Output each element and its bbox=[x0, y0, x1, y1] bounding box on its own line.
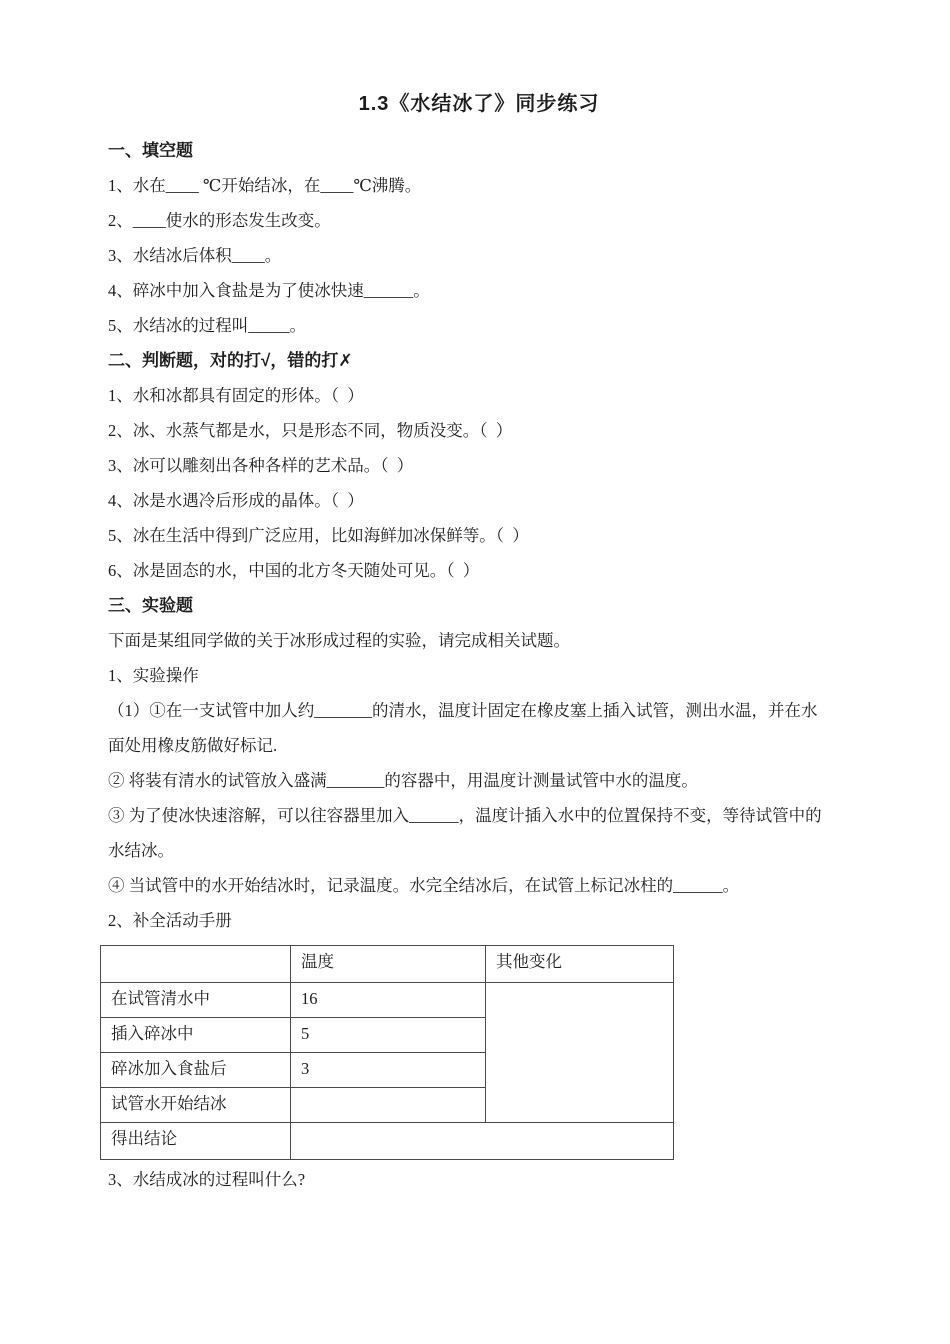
row-label-crushed-ice: 插入碎冰中 bbox=[101, 1018, 291, 1053]
fill-item-4: 4、碎冰中加入食盐是为了使冰快速______。 bbox=[108, 281, 430, 300]
table-header-blank bbox=[101, 946, 291, 983]
row-label-ice-with-salt: 碎冰加入食盐后 bbox=[101, 1053, 291, 1088]
activity-table-container bbox=[100, 945, 850, 1160]
judge-item-3: 3、冰可以雕刻出各种各样的艺术品。（ ） bbox=[108, 456, 414, 475]
judge-item-2: 2、冰、水蒸气都是水，只是形态不同，物质没变。（ ） bbox=[108, 421, 513, 440]
worksheet-title: 1.3《水结冰了》同步练习 bbox=[358, 93, 600, 115]
experiment-step-line-6: ④ 当试管中的水开始结冰时，记录温度。水完全结冰后，在试管上标记冰柱的______。 bbox=[108, 876, 740, 895]
row-label-conclusion: 得出结论 bbox=[101, 1123, 291, 1160]
experiment-q1-label: 1、实验操作 bbox=[108, 666, 199, 685]
fill-item-5: 5、水结冰的过程叫_____。 bbox=[108, 316, 306, 335]
table-header-other-changes: 其他变化 bbox=[486, 946, 674, 983]
fill-item-2: 2、____使水的形态发生改变。 bbox=[108, 211, 331, 230]
judge-item-6: 6、冰是固态的水，中国的北方冬天随处可见。（ ） bbox=[108, 561, 480, 580]
experiment-step-line-5: 水结冰。 bbox=[108, 841, 174, 860]
row-label-clear-water: 在试管清水中 bbox=[101, 983, 291, 1018]
judge-item-1: 1、水和冰都具有固定的形体。（ ） bbox=[108, 386, 364, 405]
temp-crushed-ice: 5 bbox=[291, 1018, 486, 1053]
experiment-step-line-2: 面处用橡皮筋做好标记. bbox=[108, 736, 278, 755]
activity-table bbox=[100, 945, 674, 1160]
experiment-q3-label: 3、水结成冰的过程叫什么? bbox=[108, 1170, 306, 1189]
other-changes-merged-cell bbox=[486, 983, 674, 1123]
experiment-step-line-1: （1）①在一支试管中加人约_______的清水，温度计固定在橡皮塞上插入试管，测出水温，并在水 bbox=[108, 701, 818, 720]
experiment-step-line-4: ③ 为了使冰快速溶解，可以往容器里加入______，温度计插入水中的位置保持不变，等待试管中的 bbox=[108, 806, 822, 825]
experiment-step-line-3: ② 将装有清水的试管放入盛满_______的容器中，用温度计测量试管中水的温度。 bbox=[108, 771, 698, 790]
section-heading-judge: 二、判断题，对的打√，错的打✗ bbox=[108, 351, 353, 370]
conclusion-merged-cell bbox=[291, 1123, 674, 1160]
table-row-conclusion bbox=[101, 1123, 674, 1160]
temp-start-freezing bbox=[291, 1088, 486, 1123]
fill-item-3: 3、水结冰后体积____。 bbox=[108, 246, 282, 265]
temp-clear-water: 16 bbox=[291, 983, 486, 1018]
section-heading-fill: 一、填空题 bbox=[108, 141, 193, 160]
table-row-clear-water bbox=[101, 983, 674, 1018]
fill-item-1: 1、水在____ ℃开始结冰，在____℃沸腾。 bbox=[108, 176, 422, 195]
table-header-row bbox=[101, 946, 674, 983]
experiment-intro: 下面是某组同学做的关于冰形成过程的实验，请完成相关试题。 bbox=[108, 631, 570, 650]
judge-item-4: 4、冰是水遇冷后形成的晶体。（ ） bbox=[108, 491, 364, 510]
section-heading-experiment: 三、实验题 bbox=[108, 596, 193, 615]
temp-ice-with-salt: 3 bbox=[291, 1053, 486, 1088]
row-label-start-freezing: 试管水开始结冰 bbox=[101, 1088, 291, 1123]
judge-item-5: 5、冰在生活中得到广泛应用，比如海鲜加冰保鲜等。（ ） bbox=[108, 526, 529, 545]
table-header-temperature: 温度 bbox=[291, 946, 486, 983]
experiment-q2-label: 2、补全活动手册 bbox=[108, 911, 232, 930]
